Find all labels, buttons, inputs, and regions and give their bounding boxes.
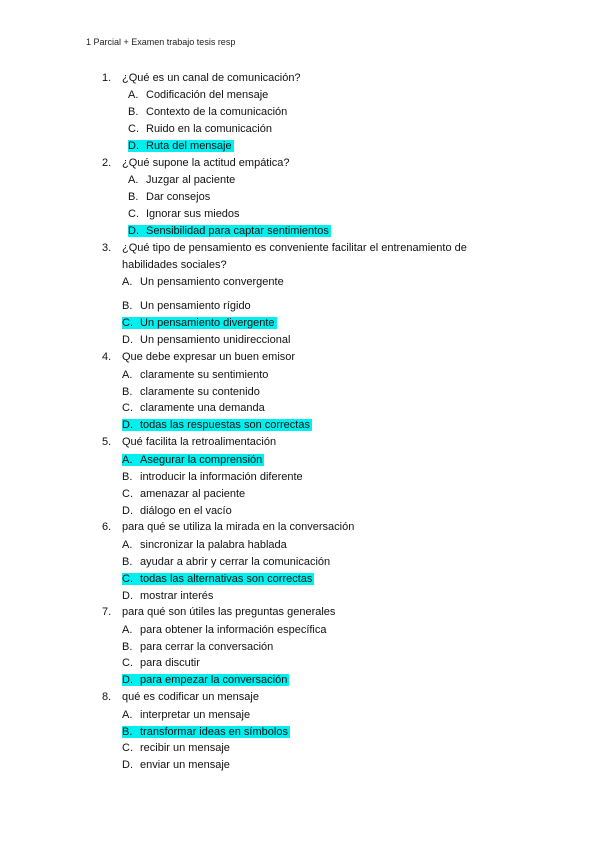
option-4d-correct: D. todas las respuestas son correctas	[122, 419, 310, 431]
option-6c-correct: C. todas las alternativas son correctas	[122, 573, 313, 585]
option-1d-correct: D. Ruta del mensaje	[128, 140, 232, 152]
question-1	[102, 71, 301, 86]
option-5b: B. introducir la información diferente	[122, 471, 303, 483]
question-number: 3.	[102, 242, 112, 254]
option-8d: D. enviar un mensaje	[122, 759, 230, 771]
question-number: 5.	[102, 436, 112, 448]
option-2b: B. Dar consejos	[128, 191, 211, 203]
question-number: 4.	[102, 351, 112, 363]
question-number: 2.	[102, 157, 112, 169]
question-text: ¿Qué supone la actitud empática?	[122, 157, 290, 169]
option-5d: D. diálogo en el vacío	[122, 505, 232, 517]
option-2a: A. Juzgar al paciente	[128, 174, 236, 186]
question-3-continued: habilidades sociales?	[122, 259, 227, 271]
question-number: 6.	[102, 521, 112, 533]
option-8c: C. recibir un mensaje	[122, 742, 230, 754]
question-7	[102, 605, 335, 620]
option-3c-correct: C. Un pensamiento divergente	[122, 317, 275, 329]
option-7b: B. para cerrar la conversación	[122, 641, 274, 653]
question-8	[102, 690, 259, 705]
option-1b: B. Contexto de la comunicación	[128, 106, 288, 118]
question-5	[102, 435, 276, 450]
question-text: Que debe expresar un buen emisor	[122, 351, 296, 363]
option-4a: A. claramente su sentimiento	[122, 369, 269, 381]
question-2	[102, 156, 290, 171]
option-7c: C. para discutir	[122, 657, 200, 669]
question-6	[102, 520, 354, 535]
option-2d-correct: D. Sensibilidad para captar sentimientos	[128, 225, 329, 237]
question-text: para qué son útiles las preguntas generales	[122, 606, 336, 618]
question-text: qué es codificar un mensaje	[122, 691, 259, 703]
option-1a: A. Codificación del mensaje	[128, 89, 269, 101]
option-5c: C. amenazar al paciente	[122, 488, 246, 500]
question-4	[102, 350, 295, 365]
option-3a: A. Un pensamiento convergente	[122, 276, 284, 288]
option-6a: A. sincronizar la palabra hablada	[122, 539, 287, 551]
question-text: para qué se utiliza la mirada en la conversación	[122, 521, 355, 533]
question-number: 7.	[102, 606, 112, 618]
option-1c: C. Ruido en la comunicación	[128, 123, 272, 135]
option-8a: A. interpretar un mensaje	[122, 709, 251, 721]
option-6d: D. mostrar interés	[122, 590, 214, 602]
option-7d-correct: D. para empezar la conversación	[122, 674, 288, 686]
option-4c: C. claramente una demanda	[122, 402, 265, 414]
option-6b: B. ayudar a abrir y cerrar la comunicación	[122, 556, 331, 568]
question-text: Qué facilita la retroalimentación	[122, 436, 277, 448]
question-text: ¿Qué es un canal de comunicación?	[122, 72, 301, 84]
question-number: 1.	[102, 72, 112, 84]
document-header: 1 Parcial + Examen trabajo tesis resp	[86, 37, 236, 47]
option-8b-correct: B. transformar ideas en símbolos	[122, 726, 288, 738]
option-7a: A. para obtener la información específica	[122, 624, 327, 636]
option-4b: B. claramente su contenido	[122, 386, 260, 398]
question-number: 8.	[102, 691, 112, 703]
question-text: ¿Qué tipo de pensamiento es conveniente facilitar el entrenamiento de	[122, 242, 467, 254]
option-2c: C. Ignorar sus miedos	[128, 208, 240, 220]
option-3d: D. Un pensamiento unidireccional	[122, 334, 291, 346]
question-3	[102, 241, 467, 256]
option-3b: B. Un pensamiento rígido	[122, 300, 251, 312]
option-5a-correct: A. Asegurar la comprensión	[122, 454, 263, 466]
